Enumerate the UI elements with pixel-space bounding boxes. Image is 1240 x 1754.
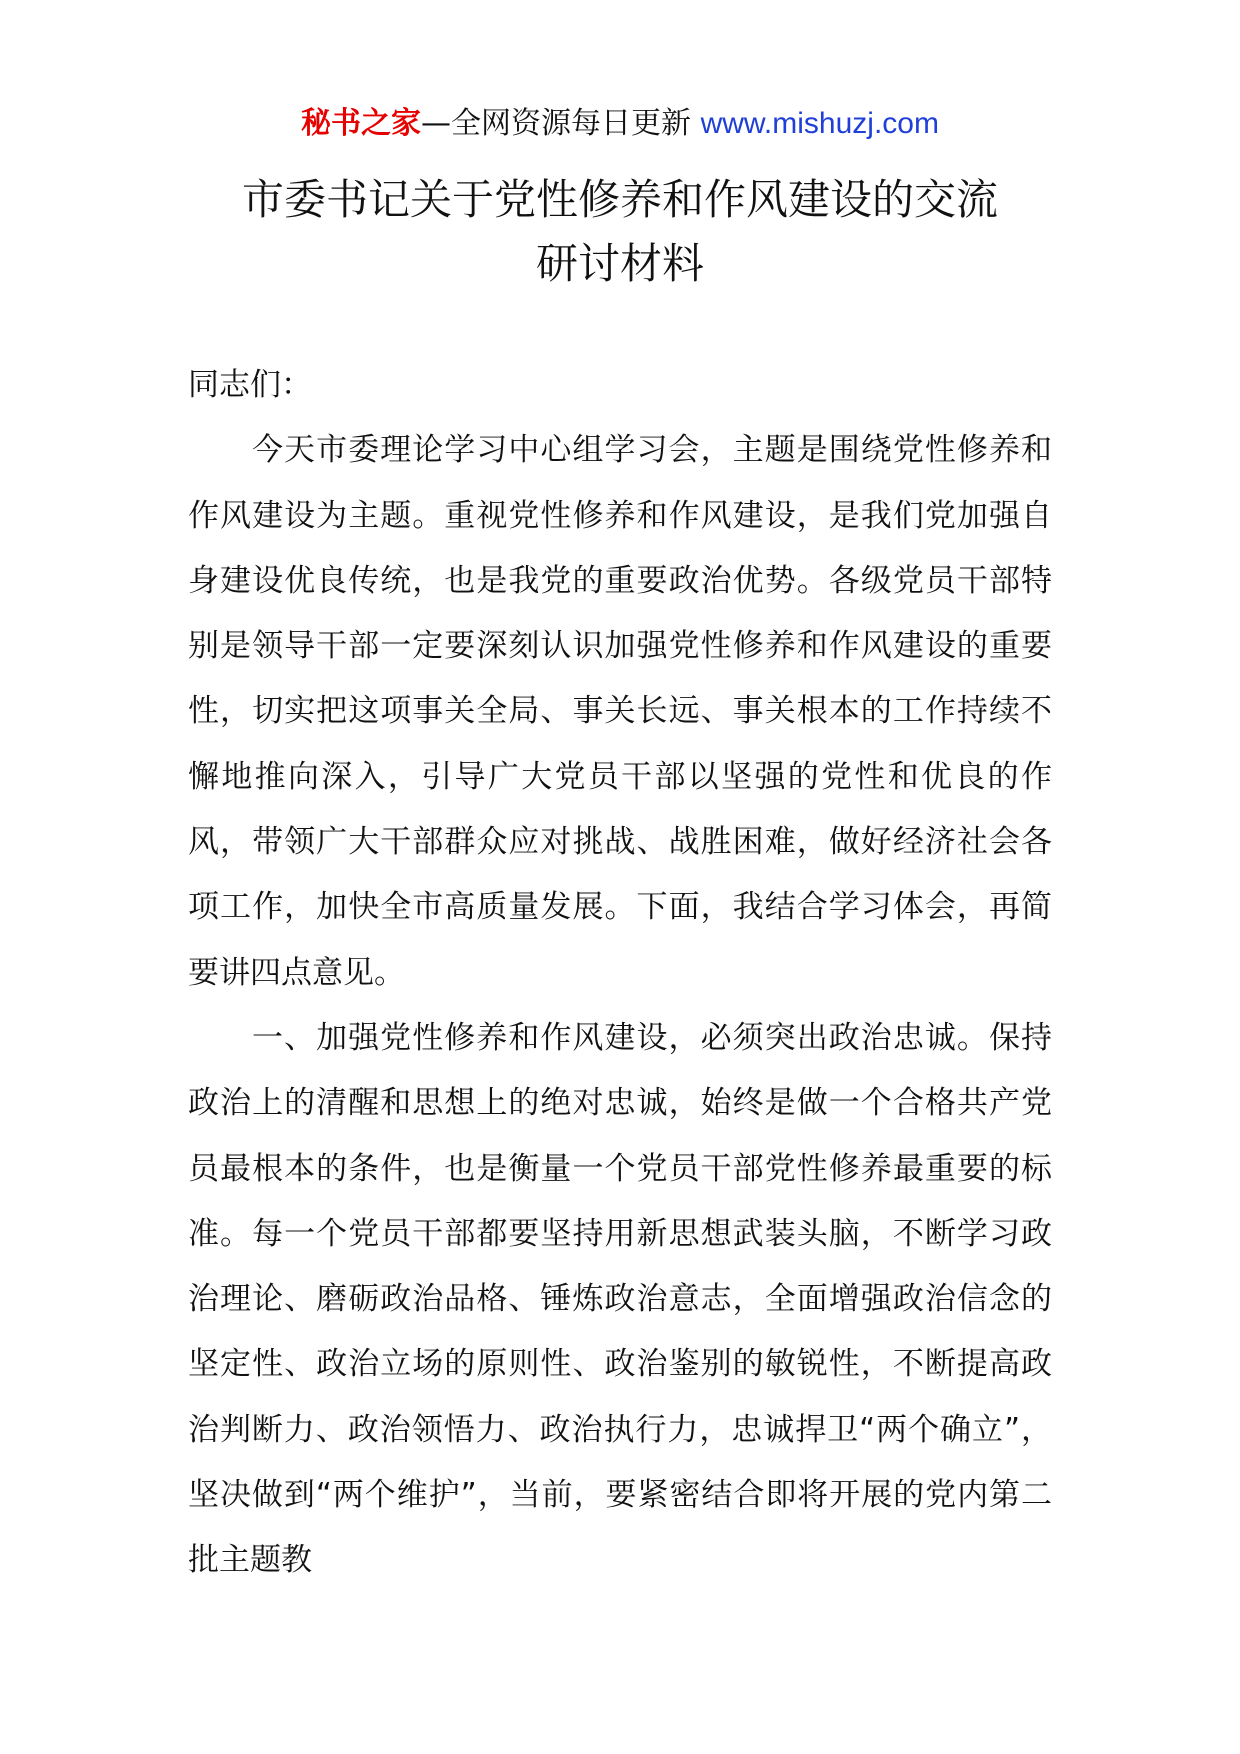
brand-name: 秘书之家 [301,106,422,141]
header-tagline: —全网资源每日更新 [421,106,701,141]
salutation: 同志们： [188,367,312,403]
document-body [188,353,1052,1594]
watermark-header [0,104,1240,144]
paragraph-section-one: 一、加强党性修养和作风建设，必须突出政治忠诚。保持政治上的清醒和思想上的绝对忠诚，始终是做一个合格共产党员最根本的条件，也是衡量一个党员干部党性修养最重要的标准。每一个党员干部都要坚持用新思想武装头脑，不断学习政治理论、磨砺政治品格、锤炼政治意志，全面增强政治信念的坚定性、政治立场的原则性、政治鉴别的敏锐性，不断提高政治判断力、政治领悟力、政治执行力，忠诚捍卫“两个确立”，坚决做到“两个维护”，当前，要紧密结合即将开展的党内第二批主题教 [188,1019,1052,1579]
document-title [150,168,1090,296]
title-line-1: 市委书记关于党性修养和作风建设的交流 [241,175,998,224]
title-line-2: 研讨材料 [535,239,704,288]
paragraph-intro: 今天市委理论学习中心组学习会，主题是围绕党性修养和作风建设为主题。重视党性修养和作风建设，是我们党加强自身建设优良传统，也是我党的重要政治优势。各级党员干部特别是领导干部一定要深刻认识加强党性修养和作风建设的重要性，切实把这项事关全局、事关长远、事关根本的工作持续不懈地推向深入，引导广大党员干部以坚强的党性和优良的作风，带领广大干部群众应对挑战、战胜困难，做好经济社会各项工作，加快全市高质量发展。下面，我结合学习体会，再简要讲四点意见。 [188,432,1052,991]
website-url: www.mishuzj.com [700,107,939,140]
